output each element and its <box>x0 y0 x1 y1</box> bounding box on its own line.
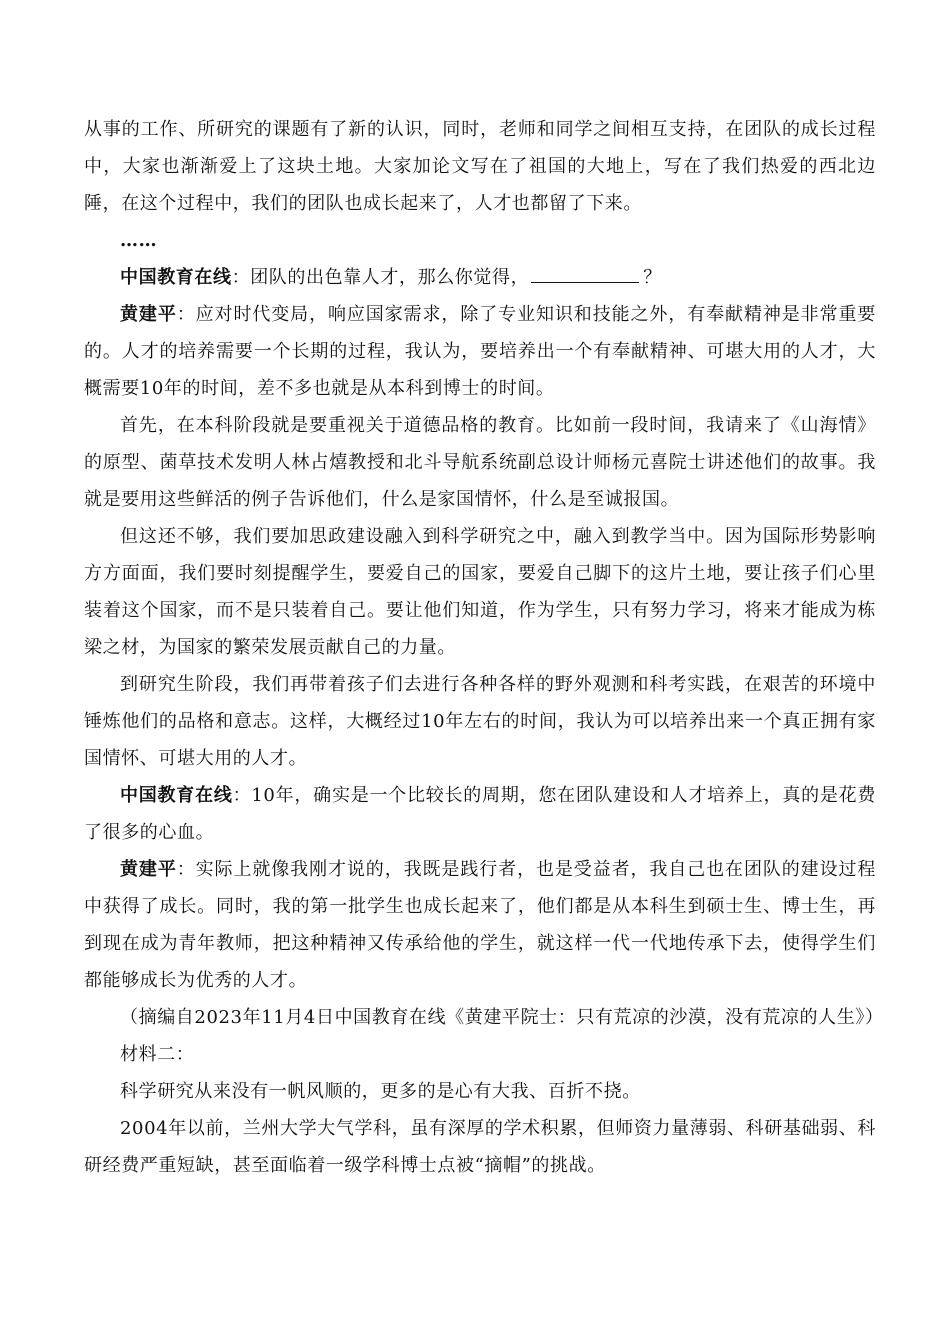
paragraph-continuation: 从事的工作、所研究的课题有了新的认识，同时，老师和同学之间相互支持，在团队的成长过程中，大家也渐渐爱上了这块土地。大家加论文写在了祖国的大地上，写在了我们热爱的西北边陲，在这个过程中，我们的团队也成长起来了，人才也都留了下来。 <box>84 119 876 214</box>
material-two-paragraph-1: 科学研究从来没有一帆风顺的，更多的是心有大我、百折不挠。 <box>120 1081 641 1102</box>
speaker-huang-jianping: 黄建平 <box>120 859 177 880</box>
speaker-huang-jianping: 黄建平 <box>120 304 177 325</box>
interview-answer-2 <box>84 851 876 999</box>
interview-question-1 <box>84 259 876 296</box>
paragraph-graduate: 到研究生阶段，我们再带着孩子们去进行各种各样的野外观测和科考实践，在艰苦的环境中锤炼他们的品格和意志。这样，大概经过10年左右的时间，我认为可以培养出来一个真正拥有家国情怀、可堪大用的人才。 <box>84 674 876 769</box>
paragraph-undergraduate: 首先，在本科阶段就是要重视关于道德品格的教育。比如前一段时间，我请来了《山海情》的原型、菌草技术发明人林占熺教授和北斗导航系统副总设计师杨元喜院士讲述他们的故事。我就是要用这些鲜活的例子告诉他们，什么是家国情怀，什么是至诚报国。 <box>84 415 876 510</box>
answer-text: ：实际上就像我刚才说的，我既是践行者，也是受益者，我自己也在团队的建设过程中获得了成长。同时，我的第一批学生也成长起来了，他们都是从本科生到硕士生、博士生，再到现在成为青年教师，把这种精神又传承给他的学生，就这样一代一代地传承下去，使得学生们都能够成长为优秀的人才。 <box>84 859 876 991</box>
interview-question-2 <box>84 777 876 851</box>
answer-text: ：应对时代变局，响应国家需求，除了专业知识和技能之外，有奉献精神是非常重要的。人才的培养需要一个长期的过程，我认为，要培养出一个有奉献精神、可堪大用的人才，大概需要10年的时间，差不多也就是从本科到博士的时间。 <box>84 304 876 399</box>
speaker-interviewer: 中国教育在线 <box>120 785 233 806</box>
question-mark: ？ <box>643 267 662 288</box>
question-text: ：团队的出色靠人才，那么你觉得， <box>231 267 530 288</box>
ellipsis: …… <box>120 230 158 251</box>
material-two-paragraph-2: 2004年以前，兰州大学大气学科，虽有深厚的学术积累，但师资力量薄弱、科研基础弱、科研经费严重短缺，甚至面临着一级学科博士点被“摘帽”的挑战。 <box>84 1118 876 1176</box>
material-two-heading: 材料二： <box>120 1044 195 1065</box>
interview-answer-1 <box>84 296 876 407</box>
question-text: ：10年，确实是一个比较长的周期，您在团队建设和人才培养上，真的是花费了很多的心血。 <box>84 785 876 843</box>
source-citation: （摘编自2023年11月4日中国教育在线《黄建平院士：只有荒凉的沙漠，没有荒凉的人生》） <box>120 1007 884 1028</box>
article-body <box>84 111 884 1184</box>
fill-in-blank <box>531 264 639 283</box>
speaker-interviewer: 中国教育在线 <box>120 267 232 288</box>
paragraph-ideology: 但这还不够，我们要加思政建设融入到科学研究之中，融入到教学当中。因为国际形势影响方方面面，我们要时刻提醒学生，要爱自己的国家，要爱自己脚下的这片土地，要让孩子们心里装着这个国家，而不是只装着自己。要让他们知道，作为学生，只有努力学习，将来才能成为栋梁之材，为国家的繁荣发展贡献自己的力量。 <box>84 526 876 658</box>
